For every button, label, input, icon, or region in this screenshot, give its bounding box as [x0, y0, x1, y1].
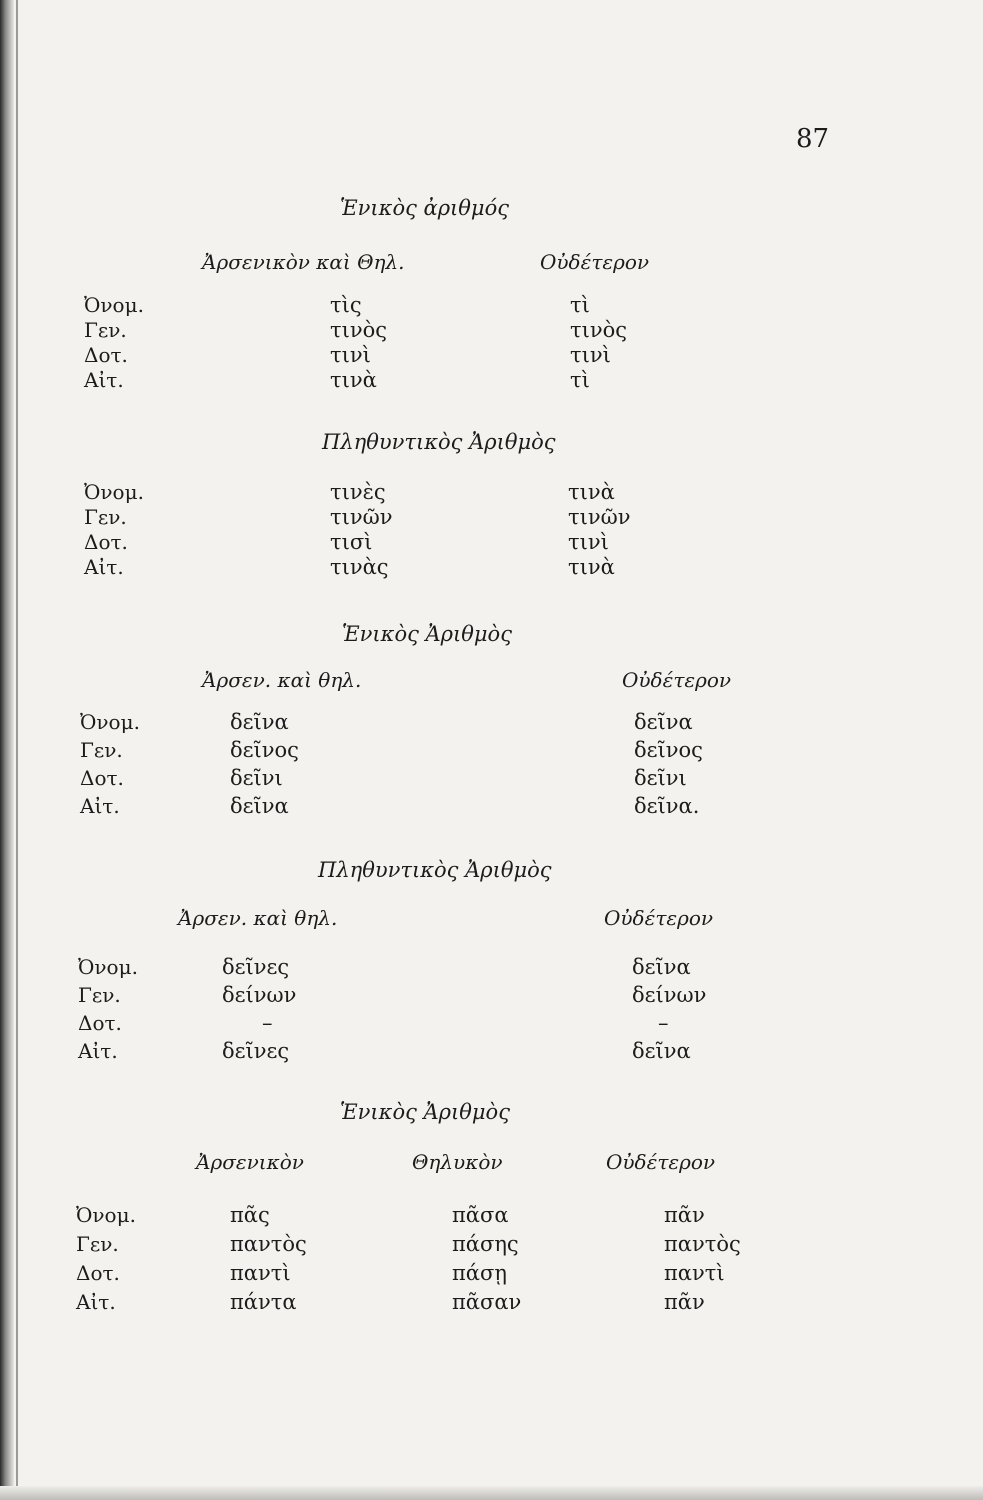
- block-1-cell: τινῶν: [568, 505, 631, 529]
- block-2-cell: δεῖνι: [230, 766, 283, 790]
- block-4-header-masculine: Ἀρσενικὸν: [196, 1150, 304, 1174]
- block-4-cell: πάσῃ: [452, 1261, 507, 1285]
- block-4-header-feminine: Θηλυκὸν: [412, 1150, 503, 1174]
- block-0-row-label: Αἰτ.: [84, 368, 124, 392]
- block-1-row-label: Γεν.: [84, 505, 127, 529]
- block-2-row-label: Γεν.: [80, 738, 123, 762]
- block-3-cell: –: [658, 1011, 669, 1035]
- block-4-cell: πάσης: [452, 1232, 519, 1256]
- block-2-title: Ἑνικὸς Ἀριθμὸς: [342, 622, 512, 646]
- block-3-cell: –: [262, 1011, 273, 1035]
- block-0-cell: τινὰ: [330, 368, 377, 392]
- block-2-cell: δεῖνα: [230, 794, 289, 818]
- block-2-header-masc-fem: Ἀρσεν. καὶ θηλ.: [202, 668, 362, 692]
- block-0-cell: τὶς: [330, 293, 362, 317]
- block-2-header-neuter: Οὐδέτερον: [622, 668, 732, 692]
- block-2-row-label: Δοτ.: [80, 766, 124, 790]
- block-1-cell: τισὶ: [330, 530, 373, 554]
- block-2-cell: δεῖνι: [634, 766, 687, 790]
- block-3-header-masc-fem: Ἀρσεν. καὶ θηλ.: [178, 906, 338, 930]
- block-0-cell: τὶ: [570, 293, 590, 317]
- block-0-header-masc-fem: Ἀρσενικὸν καὶ Θηλ.: [202, 250, 405, 274]
- block-2-row-label: Ὀνομ.: [80, 710, 140, 734]
- block-1-row-label: Αἰτ.: [84, 555, 124, 579]
- block-4-cell: πᾶς: [230, 1203, 270, 1227]
- block-0-row-label: Δοτ.: [84, 343, 128, 367]
- block-4-cell: πᾶν: [664, 1203, 705, 1227]
- block-3-cell: δεῖνα: [632, 955, 691, 979]
- block-1-cell: τινὶ: [568, 530, 609, 554]
- block-3-row-label: Γεν.: [78, 983, 121, 1007]
- block-0-row-label: Ὀνομ.: [84, 293, 144, 317]
- block-3-cell: δεῖνες: [222, 955, 290, 979]
- block-4-cell: παντὶ: [664, 1261, 725, 1285]
- block-1-cell: τινὰς: [330, 555, 389, 579]
- block-0-cell: τὶ: [570, 368, 590, 392]
- block-2-cell: δεῖνα: [230, 710, 289, 734]
- block-4-cell: πάντα: [230, 1290, 297, 1314]
- block-3-row-label: Αἰτ.: [78, 1039, 118, 1063]
- block-2-row-label: Αἰτ.: [80, 794, 120, 818]
- block-4-title: Ἑνικὸς Ἀριθμὸς: [340, 1100, 510, 1124]
- block-0-header-neuter: Οὐδέτερον: [540, 250, 650, 274]
- block-3-cell: δείνων: [222, 983, 297, 1007]
- book-spine-shadow: [0, 0, 14, 1500]
- block-1-row-label: Δοτ.: [84, 530, 128, 554]
- page-number: 87: [796, 124, 830, 154]
- block-1-cell: τινὰ: [568, 480, 615, 504]
- block-4-cell: πᾶσαν: [452, 1290, 522, 1314]
- block-2-cell: δεῖνος: [634, 738, 703, 762]
- block-0-row-label: Γεν.: [84, 318, 127, 342]
- block-0-cell: τινὶ: [330, 343, 371, 367]
- block-1-cell: τινὲς: [330, 480, 386, 504]
- block-3-title: Πληθυντικὸς Ἀριθμὸς: [318, 858, 552, 882]
- page-bottom-edge: [0, 1486, 983, 1500]
- block-3-row-label: Δοτ.: [78, 1011, 122, 1035]
- block-0-cell: τινὸς: [330, 318, 388, 342]
- block-4-row-label: Δοτ.: [76, 1261, 120, 1285]
- block-1-cell: τινῶν: [330, 505, 393, 529]
- block-1-title: Πληθυντικὸς Ἀριθμὸς: [322, 430, 556, 454]
- page-edge-line: [16, 0, 18, 1500]
- block-3-header-neuter: Οὐδέτερον: [604, 906, 714, 930]
- block-3-cell: δεῖνα: [632, 1039, 691, 1063]
- block-3-cell: δείνων: [632, 983, 707, 1007]
- block-4-row-label: Ὀνομ.: [76, 1203, 136, 1227]
- block-3-row-label: Ὀνομ.: [78, 955, 138, 979]
- block-0-cell: τινὶ: [570, 343, 611, 367]
- block-0-title: Ἑνικὸς ἀριθμός: [340, 196, 509, 220]
- block-4-cell: παντὸς: [664, 1232, 741, 1256]
- block-2-cell: δεῖνος: [230, 738, 299, 762]
- block-3-cell: δεῖνες: [222, 1039, 290, 1063]
- block-4-row-label: Αἰτ.: [76, 1290, 116, 1314]
- block-4-cell: παντὶ: [230, 1261, 291, 1285]
- block-4-cell: παντὸς: [230, 1232, 307, 1256]
- block-1-cell: τινὰ: [568, 555, 615, 579]
- block-1-row-label: Ὀνομ.: [84, 480, 144, 504]
- block-2-cell: δεῖνα.: [634, 794, 700, 818]
- block-4-cell: πᾶσα: [452, 1203, 509, 1227]
- block-4-header-neuter: Οὐδέτερον: [606, 1150, 716, 1174]
- block-4-row-label: Γεν.: [76, 1232, 119, 1256]
- block-0-cell: τινὸς: [570, 318, 628, 342]
- block-4-cell: πᾶν: [664, 1290, 705, 1314]
- block-2-cell: δεῖνα: [634, 710, 693, 734]
